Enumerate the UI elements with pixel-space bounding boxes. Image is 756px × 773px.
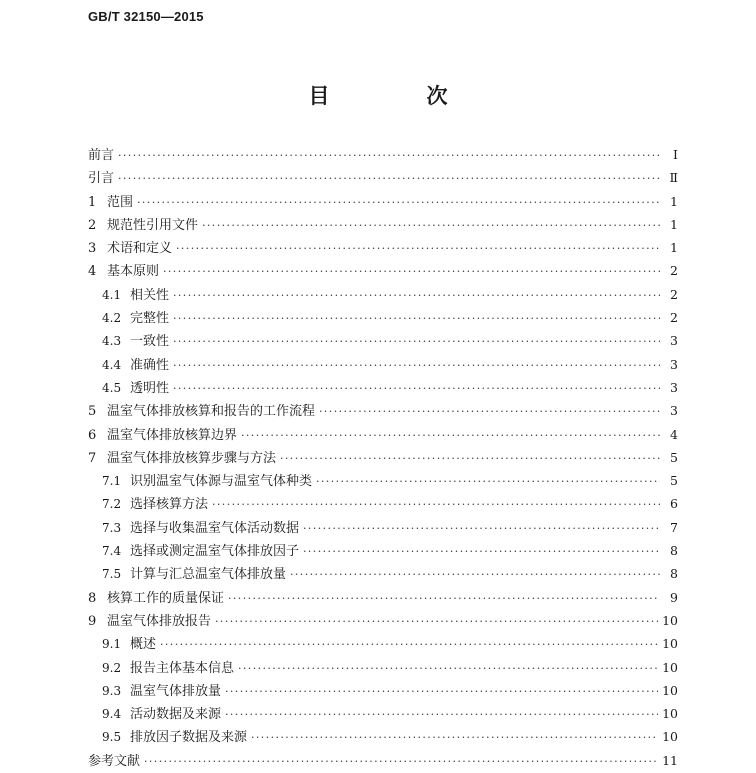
- dot-leader: [118, 167, 660, 190]
- toc-entry[interactable]: [88, 190, 678, 213]
- toc-entry-page: 2: [670, 263, 678, 279]
- toc-entry-page: 11: [662, 752, 678, 768]
- toc-entry-number: 9.1: [102, 637, 122, 652]
- dot-leader: [316, 470, 660, 493]
- page-title: 目 次: [308, 83, 486, 108]
- toc-entry[interactable]: [88, 656, 678, 679]
- toc-entry-label: 选择与收集温室气体活动数据: [130, 520, 300, 536]
- toc-entry[interactable]: [88, 469, 678, 492]
- toc-entry[interactable]: [88, 562, 678, 585]
- dot-leader: [303, 540, 660, 563]
- toc-entry-page: 10: [662, 612, 678, 628]
- toc-entry-number: 7.1: [102, 474, 122, 489]
- toc-entry-label: 引言: [88, 171, 115, 187]
- toc-entry[interactable]: [88, 586, 678, 609]
- toc-entry-page: Ⅰ: [673, 147, 678, 162]
- toc-entry-number: 3: [88, 241, 97, 257]
- toc-entry-label: 一致性: [130, 334, 170, 350]
- toc-entry-label: 温室气体排放量: [130, 683, 222, 699]
- toc-entry-label: 温室气体排放核算步骤与方法: [107, 450, 277, 466]
- dot-leader: [238, 657, 658, 680]
- toc-entry[interactable]: [88, 632, 678, 655]
- toc-entry-label: 概述: [130, 637, 157, 653]
- toc-entry[interactable]: [88, 679, 678, 702]
- toc-entry-page: 3: [670, 333, 678, 349]
- dot-leader: [241, 424, 660, 447]
- toc-entry-label: 透明性: [130, 380, 170, 396]
- toc-entry-label: 温室气体排放报告: [107, 613, 212, 629]
- toc-entry[interactable]: [88, 166, 678, 189]
- toc-entry-label: 计算与汇总温室气体排放量: [130, 567, 287, 583]
- dot-leader: [319, 400, 660, 423]
- dot-leader: [176, 237, 660, 260]
- toc-entry-label: 识别温室气体源与温室气体种类: [130, 474, 313, 490]
- dot-leader: [212, 493, 660, 516]
- toc-entry-page: 8: [670, 566, 678, 582]
- toc-entry-label: 规范性引用文件: [107, 217, 199, 233]
- dot-leader: [118, 144, 660, 167]
- toc-entry-number: 8: [88, 590, 97, 606]
- toc-entry[interactable]: [88, 376, 678, 399]
- toc-entry[interactable]: [88, 399, 678, 422]
- toc-entry-page: 6: [670, 496, 678, 512]
- toc-entry[interactable]: [88, 306, 678, 329]
- toc-entry[interactable]: [88, 143, 678, 166]
- toc-entry-label: 完整性: [130, 311, 170, 327]
- toc-entry-page: 7: [670, 519, 678, 535]
- toc-entry[interactable]: [88, 539, 678, 562]
- dot-leader: [173, 284, 660, 307]
- toc-entry[interactable]: [88, 516, 678, 539]
- dot-leader: [173, 307, 660, 330]
- toc-entry-page: 3: [670, 356, 678, 372]
- toc-entry-number: 2: [88, 217, 97, 233]
- dot-leader: [280, 447, 660, 470]
- toc-entry-label: 核算工作的质量保证: [107, 590, 225, 606]
- toc-entry-label: 参考文献: [88, 753, 141, 769]
- toc-entry-number: 6: [88, 427, 97, 443]
- toc-entry-label: 准确性: [130, 357, 170, 373]
- toc-entry[interactable]: [88, 283, 678, 306]
- toc-entry-label: 前言: [88, 148, 115, 163]
- toc-entry-page: 2: [670, 286, 678, 302]
- toc-entry[interactable]: [88, 236, 678, 259]
- dot-leader: [215, 610, 658, 633]
- toc-entry[interactable]: [88, 329, 678, 352]
- toc-entry-page: 4: [670, 426, 678, 442]
- dot-leader: [202, 214, 660, 237]
- dot-leader: [173, 330, 660, 353]
- toc-entry-label: 范围: [107, 194, 134, 210]
- toc-entry-number: 4.3: [102, 334, 122, 349]
- toc-entry-number: 9.4: [102, 707, 122, 722]
- toc-entry-label: 选择或测定温室气体排放因子: [130, 544, 300, 560]
- toc-entry[interactable]: [88, 423, 678, 446]
- toc-entry-number: 5: [88, 404, 97, 420]
- toc-entry[interactable]: [88, 609, 678, 632]
- toc-entry-page: Ⅱ: [669, 170, 678, 186]
- toc-entry-number: 4.4: [102, 357, 122, 372]
- toc-entry[interactable]: [88, 749, 678, 772]
- toc-entry-page: 2: [670, 310, 678, 326]
- toc-entry-label: 活动数据及来源: [130, 707, 222, 723]
- toc-entry-number: 4.2: [102, 311, 122, 326]
- toc-entry-number: 9.5: [102, 730, 122, 745]
- toc-entry-number: 7.5: [102, 567, 122, 582]
- toc-entry-label: 基本原则: [107, 264, 160, 280]
- toc-entry-page: 10: [662, 729, 678, 745]
- toc-entry-label: 相关性: [130, 287, 170, 303]
- toc-entry[interactable]: [88, 725, 678, 748]
- toc-entry-number: 7: [88, 450, 97, 466]
- toc-entry-label: 排放因子数据及来源: [130, 730, 248, 746]
- toc-entry[interactable]: [88, 702, 678, 725]
- toc-entry[interactable]: [88, 446, 678, 469]
- toc-entry-page: 5: [670, 449, 678, 465]
- toc-entry-label: 温室气体排放核算和报告的工作流程: [107, 404, 316, 420]
- toc-entry-number: 7.3: [102, 520, 122, 535]
- toc-entry-number: 4.5: [102, 380, 122, 395]
- toc-entry[interactable]: [88, 259, 678, 282]
- toc-entry-page: 9: [670, 589, 678, 605]
- toc-entry-number: 9.2: [102, 660, 122, 675]
- toc-entry-label: 温室气体排放核算边界: [107, 427, 238, 443]
- toc-entry-number: 9: [88, 613, 97, 629]
- toc-entry-number: 4: [88, 264, 97, 280]
- dot-leader: [137, 191, 660, 214]
- toc-entry-page: 8: [670, 543, 678, 559]
- toc-entry-page: 1: [670, 193, 678, 209]
- toc-entry-label: 选择核算方法: [130, 497, 209, 513]
- dot-leader: [303, 517, 660, 540]
- toc-entry-page: 10: [662, 659, 678, 675]
- toc-entry-page: 3: [670, 379, 678, 395]
- standard-code: GB/T 32150—2015: [88, 9, 204, 24]
- toc-entry-number: 4.1: [102, 287, 122, 302]
- toc-entry-label: 术语和定义: [107, 241, 173, 257]
- dot-leader: [225, 703, 658, 726]
- toc-entry[interactable]: [88, 492, 678, 515]
- toc-entry[interactable]: [88, 213, 678, 236]
- dot-leader: [163, 260, 660, 283]
- toc-entry-number: 7.4: [102, 544, 122, 559]
- dot-leader: [290, 563, 660, 586]
- toc-entry-number: 1: [88, 194, 97, 210]
- toc-entry-page: 3: [670, 403, 678, 419]
- toc-entry-label: 报告主体基本信息: [130, 660, 235, 676]
- dot-leader: [173, 354, 660, 377]
- toc-entry-page: 1: [670, 216, 678, 232]
- dot-leader: [225, 680, 658, 703]
- toc-entry-page: 10: [662, 636, 678, 652]
- table-of-contents: [88, 143, 678, 772]
- dot-leader: [144, 750, 658, 773]
- toc-entry-page: 1: [670, 240, 678, 256]
- dot-leader: [160, 633, 658, 656]
- toc-entry-number: 9.3: [102, 683, 122, 698]
- toc-entry-page: 10: [662, 706, 678, 722]
- toc-entry-number: 7.2: [102, 497, 122, 512]
- toc-entry-page: 10: [662, 682, 678, 698]
- toc-entry[interactable]: [88, 353, 678, 376]
- dot-leader: [251, 726, 658, 749]
- dot-leader: [228, 587, 660, 610]
- dot-leader: [173, 377, 660, 400]
- toc-entry-page: 5: [670, 473, 678, 489]
